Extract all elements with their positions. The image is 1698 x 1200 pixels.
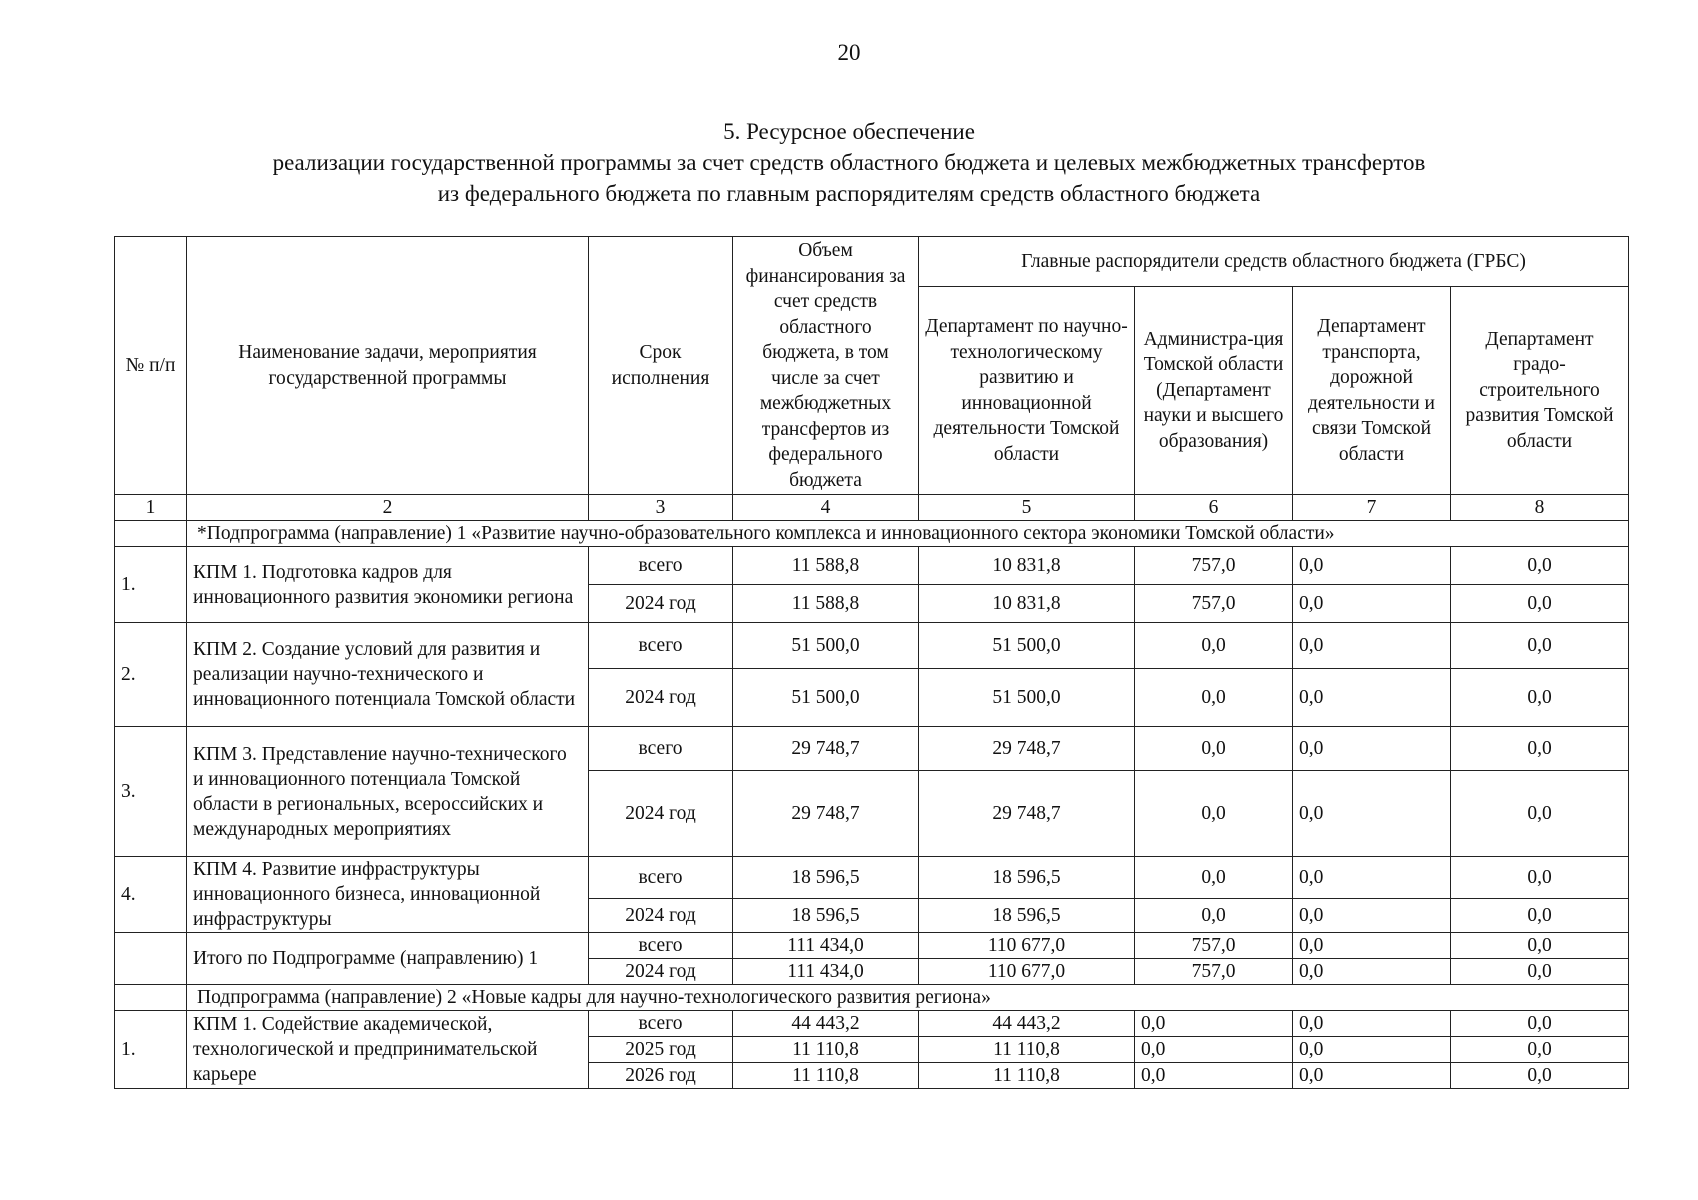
row-index: 3.	[115, 727, 187, 857]
row-period: всего	[589, 623, 733, 669]
title-line-1: 5. Ресурсное обеспечение	[723, 119, 975, 144]
row-dept-transport: 0,0	[1293, 771, 1451, 857]
row-name: КПМ 1. Содействие академической, технологической и предпринимательской карьере	[187, 1011, 589, 1089]
row-dept-science: 110 677,0	[919, 933, 1135, 959]
row-administration: 757,0	[1135, 933, 1293, 959]
header-col-dept-urban: Департамент градо-строительного развития Томской области	[1451, 287, 1629, 495]
row-dept-science: 11 110,8	[919, 1037, 1135, 1063]
row-dept-transport: 0,0	[1293, 1063, 1451, 1089]
col-number: 4	[733, 495, 919, 521]
col-number: 1	[115, 495, 187, 521]
row-administration: 0,0	[1135, 899, 1293, 933]
row-funding: 51 500,0	[733, 623, 919, 669]
subprogram-2-title: Подпрограмма (направление) 2 «Новые кадры для научно-технологического развития региона»	[187, 985, 1629, 1011]
total-name: Итого по Подпрограмме (направлению) 1	[187, 933, 589, 985]
row-dept-science: 18 596,5	[919, 899, 1135, 933]
row-dept-transport: 0,0	[1293, 547, 1451, 585]
row-period: 2024 год	[589, 771, 733, 857]
row-dept-urban: 0,0	[1451, 771, 1629, 857]
row-index: 2.	[115, 623, 187, 727]
title-line-3: из федерального бюджета по главным распорядителям средств областного бюджета	[437, 181, 1261, 206]
col-number: 8	[1451, 495, 1629, 521]
row-period: всего	[589, 933, 733, 959]
row-dept-urban: 0,0	[1451, 1037, 1629, 1063]
row-name: КПМ 4. Развитие инфраструктуры инновационного бизнеса, инновационной инфраструктуры	[187, 857, 589, 933]
row-dept-science: 18 596,5	[919, 857, 1135, 899]
row-dept-science: 51 500,0	[919, 669, 1135, 727]
row-funding: 29 748,7	[733, 771, 919, 857]
row-dept-science: 44 443,2	[919, 1011, 1135, 1037]
row-dept-urban: 0,0	[1451, 899, 1629, 933]
row-funding: 51 500,0	[733, 669, 919, 727]
row-name: КПМ 2. Создание условий для развития и реализации научно-технического и инновационного потенциала Томской области	[187, 623, 589, 727]
empty-cell	[115, 933, 187, 985]
row-dept-urban: 0,0	[1451, 727, 1629, 771]
row-dept-science: 11 110,8	[919, 1063, 1135, 1089]
header-col-name: Наименование задачи, мероприятия государственной программы	[187, 237, 589, 495]
row-dept-transport: 0,0	[1293, 899, 1451, 933]
row-administration: 757,0	[1135, 547, 1293, 585]
col-number: 3	[589, 495, 733, 521]
row-period: всего	[589, 727, 733, 771]
row-period: 2024 год	[589, 899, 733, 933]
subprogram-1-title: *Подпрограмма (направление) 1 «Развитие научно-образовательного комплекса и инновационного сектора экономики Томской области»	[187, 521, 1629, 547]
column-numbers-row	[115, 495, 1629, 521]
row-period: 2024 год	[589, 585, 733, 623]
row-administration: 0,0	[1135, 1063, 1293, 1089]
resource-table	[114, 236, 1629, 1089]
row-index: 4.	[115, 857, 187, 933]
row-dept-science: 10 831,8	[919, 585, 1135, 623]
row-dept-urban: 0,0	[1451, 933, 1629, 959]
col-number: 2	[187, 495, 589, 521]
row-administration: 0,0	[1135, 1037, 1293, 1063]
document-title	[0, 116, 1698, 209]
row-name: КПМ 1. Подготовка кадров для инновационного развития экономики региона	[187, 547, 589, 623]
row-funding: 18 596,5	[733, 899, 919, 933]
total-row	[115, 933, 1629, 959]
row-period: 2025 год	[589, 1037, 733, 1063]
row-dept-urban: 0,0	[1451, 547, 1629, 585]
header-grbs: Главные распорядители средств областного бюджета (ГРБС)	[919, 237, 1629, 287]
table-row	[115, 623, 1629, 669]
row-administration: 0,0	[1135, 669, 1293, 727]
row-administration: 757,0	[1135, 959, 1293, 985]
row-dept-science: 110 677,0	[919, 959, 1135, 985]
row-funding: 11 588,8	[733, 547, 919, 585]
row-dept-transport: 0,0	[1293, 933, 1451, 959]
subprogram-2-row	[115, 985, 1629, 1011]
row-dept-urban: 0,0	[1451, 959, 1629, 985]
col-number: 5	[919, 495, 1135, 521]
row-dept-transport: 0,0	[1293, 1011, 1451, 1037]
empty-cell	[115, 521, 187, 547]
row-dept-urban: 0,0	[1451, 1011, 1629, 1037]
row-dept-transport: 0,0	[1293, 669, 1451, 727]
title-line-2: реализации государственной программы за счет средств областного бюджета и целевых межбюджетных трансфертов	[272, 150, 1426, 175]
col-number: 6	[1135, 495, 1293, 521]
header-col-administration: Администра-ция Томской области (Департамент науки и высшего образования)	[1135, 287, 1293, 495]
row-period: всего	[589, 1011, 733, 1037]
row-period: 2026 год	[589, 1063, 733, 1089]
header-col-number: № п/п	[115, 237, 187, 495]
table-row	[115, 727, 1629, 771]
header-col-period: Срок исполнения	[589, 237, 733, 495]
row-funding: 29 748,7	[733, 727, 919, 771]
header-col-dept-science: Департамент по научно-технологическому развитию и инновационной деятельности Томской области	[919, 287, 1135, 495]
table-row	[115, 1011, 1629, 1037]
row-dept-transport: 0,0	[1293, 857, 1451, 899]
row-dept-science: 29 748,7	[919, 727, 1135, 771]
col-number: 7	[1293, 495, 1451, 521]
row-administration: 0,0	[1135, 857, 1293, 899]
row-dept-transport: 0,0	[1293, 1037, 1451, 1063]
row-funding: 111 434,0	[733, 959, 919, 985]
row-dept-urban: 0,0	[1451, 623, 1629, 669]
row-funding: 18 596,5	[733, 857, 919, 899]
row-dept-transport: 0,0	[1293, 727, 1451, 771]
row-index: 1.	[115, 1011, 187, 1089]
subprogram-1-row	[115, 521, 1629, 547]
row-administration: 0,0	[1135, 623, 1293, 669]
row-dept-science: 51 500,0	[919, 623, 1135, 669]
row-administration: 0,0	[1135, 771, 1293, 857]
row-administration: 0,0	[1135, 1011, 1293, 1037]
row-period: 2024 год	[589, 959, 733, 985]
row-dept-transport: 0,0	[1293, 623, 1451, 669]
row-funding: 111 434,0	[733, 933, 919, 959]
row-period: всего	[589, 547, 733, 585]
table-row	[115, 857, 1629, 899]
page-number: 20	[837, 40, 861, 65]
row-period: 2024 год	[589, 669, 733, 727]
header-col-funding: Объем финансирования за счет средств областного бюджета, в том числе за счет межбюджетных трансфертов из федерального бюджета	[733, 237, 919, 495]
row-dept-science: 10 831,8	[919, 547, 1135, 585]
row-dept-urban: 0,0	[1451, 1063, 1629, 1089]
row-funding: 11 110,8	[733, 1063, 919, 1089]
header-col-dept-transport: Департамент транспорта, дорожной деятельности и связи Томской области	[1293, 287, 1451, 495]
empty-cell	[115, 985, 187, 1011]
row-dept-transport: 0,0	[1293, 959, 1451, 985]
row-dept-urban: 0,0	[1451, 669, 1629, 727]
row-dept-urban: 0,0	[1451, 585, 1629, 623]
row-funding: 11 110,8	[733, 1037, 919, 1063]
row-index: 1.	[115, 547, 187, 623]
table-row	[115, 547, 1629, 585]
row-funding: 11 588,8	[733, 585, 919, 623]
row-funding: 44 443,2	[733, 1011, 919, 1037]
row-dept-transport: 0,0	[1293, 585, 1451, 623]
row-dept-science: 29 748,7	[919, 771, 1135, 857]
row-dept-urban: 0,0	[1451, 857, 1629, 899]
row-administration: 757,0	[1135, 585, 1293, 623]
row-period: всего	[589, 857, 733, 899]
row-administration: 0,0	[1135, 727, 1293, 771]
row-name: КПМ 3. Представление научно-технического и инновационного потенциала Томской области в региональных, всероссийских и международных мероприятиях	[187, 727, 589, 857]
